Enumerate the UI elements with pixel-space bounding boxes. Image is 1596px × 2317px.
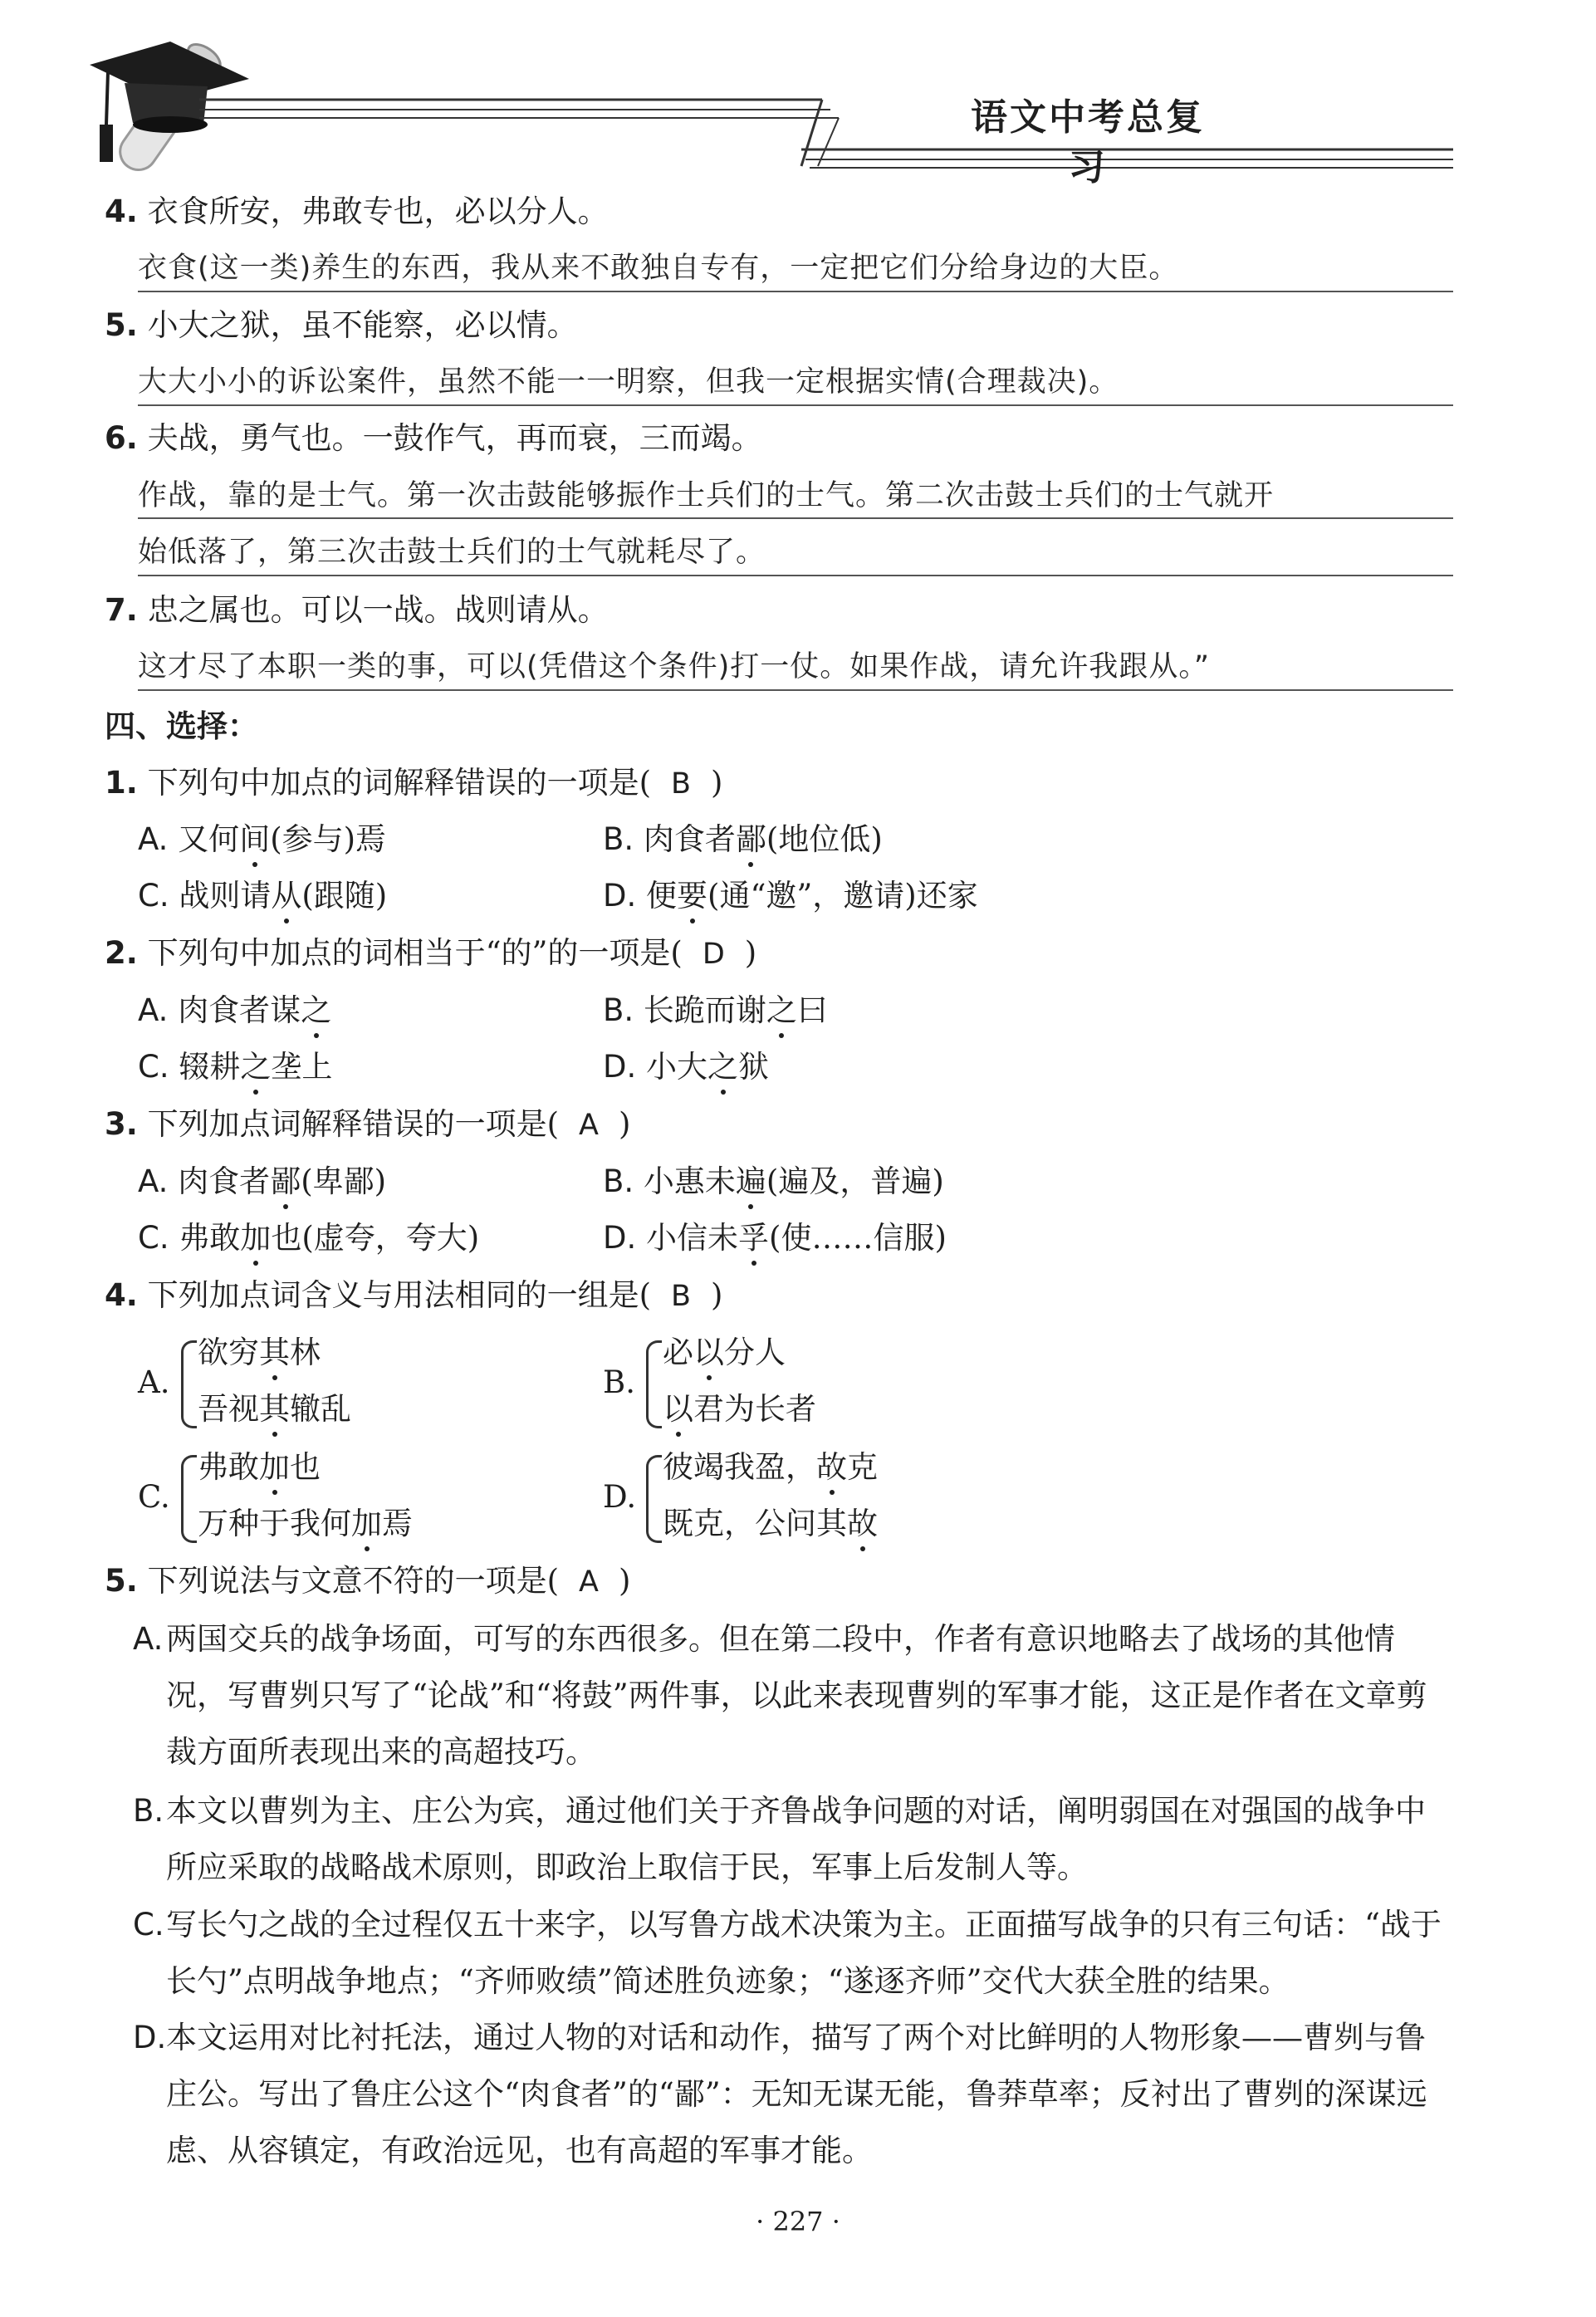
option-d: D. 小大之狱 xyxy=(603,1046,769,1088)
answer-letter: B xyxy=(671,767,692,801)
pair-label-c: C. xyxy=(138,1479,170,1515)
dotted-char: 以 xyxy=(663,1389,693,1430)
mc-question-3 xyxy=(105,1104,630,1146)
pair-b-line-2: 以君为长者 xyxy=(663,1389,816,1430)
option-d: D. 便要(通“邀”，邀请)还家 xyxy=(603,875,978,917)
option-paragraph-d: D. 本文运用对比衬托法，通过人物的对话和动作，描写了两个对比鲜明的人物形象——曹刿与鲁庄公。写出了鲁庄公这个“肉食者”的“鄙”：无知无谋无能，鲁莽草率；反衬出了曹刿的深谋远虑、从容镇定，有政治远见，也有高超的军事才能。 xyxy=(133,2020,1427,2168)
handwritten-answer: 作战，靠的是士气。第一次击鼓能够振作士兵们的士气。第二次击鼓士兵们的士气就开 xyxy=(138,479,1275,512)
question-stem: 下列说法与文意不符的一项是( xyxy=(147,1563,560,1599)
pair-label-b: B. xyxy=(603,1364,635,1400)
dotted-char: 故 xyxy=(847,1503,878,1545)
option-c: C. 辍耕之垄上 xyxy=(138,1046,332,1088)
handwritten-answer: 始低落了，第三次击鼓士兵们的士气就耗尽了。 xyxy=(138,536,766,569)
question-close: ) xyxy=(744,935,757,971)
pair-a-line-2: 吾视其辙乱 xyxy=(198,1389,351,1430)
dotted-char: 间 xyxy=(239,819,270,860)
dotted-char: 鄙 xyxy=(736,819,766,860)
option-b: B. 肉食者鄙(地位低) xyxy=(603,819,883,860)
pair-label-d: D. xyxy=(603,1479,637,1515)
option-c: C. 战则请从(跟随) xyxy=(138,875,387,917)
question-number: 2. xyxy=(105,935,138,971)
dotted-char: 要 xyxy=(677,875,707,917)
dotted-char: 其 xyxy=(259,1389,290,1430)
option-a: A. 肉食者谋之 xyxy=(138,990,331,1031)
page-header xyxy=(0,0,1596,189)
question-number: 5. xyxy=(105,1563,138,1599)
translation-item-4 xyxy=(105,191,609,233)
answer-letter: A xyxy=(579,1109,599,1142)
translation-item-6 xyxy=(105,418,762,459)
dotted-char: 鄙 xyxy=(270,1161,301,1203)
handwritten-answer: 这才尽了本职一类的事，可以(凭借这个条件)打一仗。如果作战，请允许我跟从。” xyxy=(138,650,1210,683)
question-stem: 下列句中加点的词相当于“的”的一项是( xyxy=(147,935,683,971)
item-number: 5. xyxy=(105,307,138,343)
answer-underline xyxy=(138,575,1453,576)
handwritten-answer: 衣食(这一类)养生的东西，我从来不敢独自专有，一定把它们分给身边的大臣。 xyxy=(138,252,1179,285)
pair-label-a: A. xyxy=(138,1364,170,1400)
item-text: 夫战，勇气也。一鼓作气，再而衰，三而竭。 xyxy=(147,420,762,456)
answer-underline xyxy=(138,517,1453,519)
dotted-char: 以 xyxy=(693,1332,724,1374)
question-number: 1. xyxy=(105,765,138,801)
brace-icon xyxy=(181,1455,197,1543)
mc-question-4 xyxy=(105,1275,722,1317)
dotted-char: 加 xyxy=(240,1217,271,1259)
handwritten-answer: 大大小小的诉讼案件，虽然不能一一明察，但我一定根据实情(合理裁决)。 xyxy=(138,365,1119,399)
dotted-char: 之 xyxy=(766,990,797,1031)
item-text: 忠之属也。可以一战。战则请从。 xyxy=(147,592,609,628)
header-title: 语文中考总复习 xyxy=(971,96,1205,189)
pair-c-line-1: 弗敢加也 xyxy=(198,1447,321,1488)
item-number: 6. xyxy=(105,420,138,456)
option-paragraph-a: A. 两国交兵的战争场面，可写的东西很多。但在第二段中，作者有意识地略去了战场的其他情况，写曹刿只写了“论战”和“将鼓”两件事，以此来表现曹刿的军事才能，这正是作者在文章剪裁方面所表现出来的高超技巧。 xyxy=(133,1621,1427,1770)
item-number: 4. xyxy=(105,193,138,229)
graduation-cap-icon xyxy=(0,0,1596,183)
option-a: A. 肉食者鄙(卑鄙) xyxy=(138,1161,386,1203)
option-a: A. 又何间(参与)焉 xyxy=(138,819,386,860)
dotted-char: 故 xyxy=(816,1447,847,1488)
dotted-char: 之 xyxy=(240,1046,271,1088)
option-b: B. 长跪而谢之曰 xyxy=(603,990,828,1031)
answer-underline xyxy=(138,404,1453,406)
translation-item-5 xyxy=(105,305,578,346)
item-number: 7. xyxy=(105,592,138,628)
page-number: · 227 · xyxy=(756,2206,840,2237)
question-stem: 下列加点词含义与用法相同的一组是( xyxy=(147,1277,652,1313)
dotted-char: 加 xyxy=(259,1447,290,1488)
question-close: ) xyxy=(711,765,723,801)
brace-icon xyxy=(181,1340,197,1428)
translation-item-7 xyxy=(105,590,609,631)
dotted-char: 从 xyxy=(271,875,301,917)
brace-icon xyxy=(646,1340,662,1428)
option-c: C. 弗敢加也(虚夸，夸大) xyxy=(138,1217,479,1259)
pair-a-line-1: 欲穷其林 xyxy=(198,1332,321,1374)
dotted-char: 加 xyxy=(351,1503,382,1545)
mc-question-1 xyxy=(105,762,722,805)
option-paragraph-c: C. 写长勺之战的全过程仅五十来字，以写鲁方战术决策为主。正面描写战争的只有三句话：“战于长勺”点明战争地点；“齐师败绩”简述胜负迹象；“遂逐齐师”交代大获全胜的结果。 xyxy=(133,1907,1442,1999)
question-number: 4. xyxy=(105,1277,138,1313)
question-number: 3. xyxy=(105,1106,138,1142)
brace-icon xyxy=(646,1455,662,1543)
pair-d-line-1: 彼竭我盈，故克 xyxy=(663,1447,878,1488)
question-close: ) xyxy=(618,1106,631,1142)
option-d: D. 小信未孚(使……信服) xyxy=(603,1217,947,1259)
question-close: ) xyxy=(711,1277,723,1313)
dotted-char: 孚 xyxy=(738,1217,769,1259)
dotted-char: 其 xyxy=(259,1332,290,1374)
pair-b-line-1: 必以分人 xyxy=(663,1332,786,1374)
mc-question-5 xyxy=(105,1560,630,1603)
answer-underline xyxy=(138,689,1453,691)
pair-d-line-2: 既克，公问其故 xyxy=(663,1503,878,1545)
option-b: B. 小惠未遍(遍及，普遍) xyxy=(603,1161,944,1203)
option-paragraph-b: B. 本文以曹刿为主、庄公为宾，通过他们关于齐鲁战争问题的对话，阐明弱国在对强国的战争中所应采取的战略战术原则，即政治上取信于民，军事上后发制人等。 xyxy=(133,1793,1426,1885)
dotted-char: 之 xyxy=(707,1046,738,1088)
dotted-char: 之 xyxy=(301,990,331,1031)
answer-underline xyxy=(138,291,1453,292)
answer-letter: A xyxy=(579,1565,599,1599)
section-title: 四、选择： xyxy=(105,708,258,744)
pair-c-line-2: 万种于我何加焉 xyxy=(198,1503,413,1545)
answer-letter: D xyxy=(702,938,725,971)
dotted-char: 遍 xyxy=(736,1161,766,1203)
answer-letter: B xyxy=(671,1280,692,1313)
question-stem: 下列句中加点的词解释错误的一项是( xyxy=(147,765,652,801)
item-text: 衣食所安，弗敢专也，必以分人。 xyxy=(147,193,609,229)
item-text: 小大之狱，虽不能察，必以情。 xyxy=(147,307,578,343)
mc-question-2 xyxy=(105,933,756,975)
question-close: ) xyxy=(618,1563,631,1599)
question-stem: 下列加点词解释错误的一项是( xyxy=(147,1106,560,1142)
